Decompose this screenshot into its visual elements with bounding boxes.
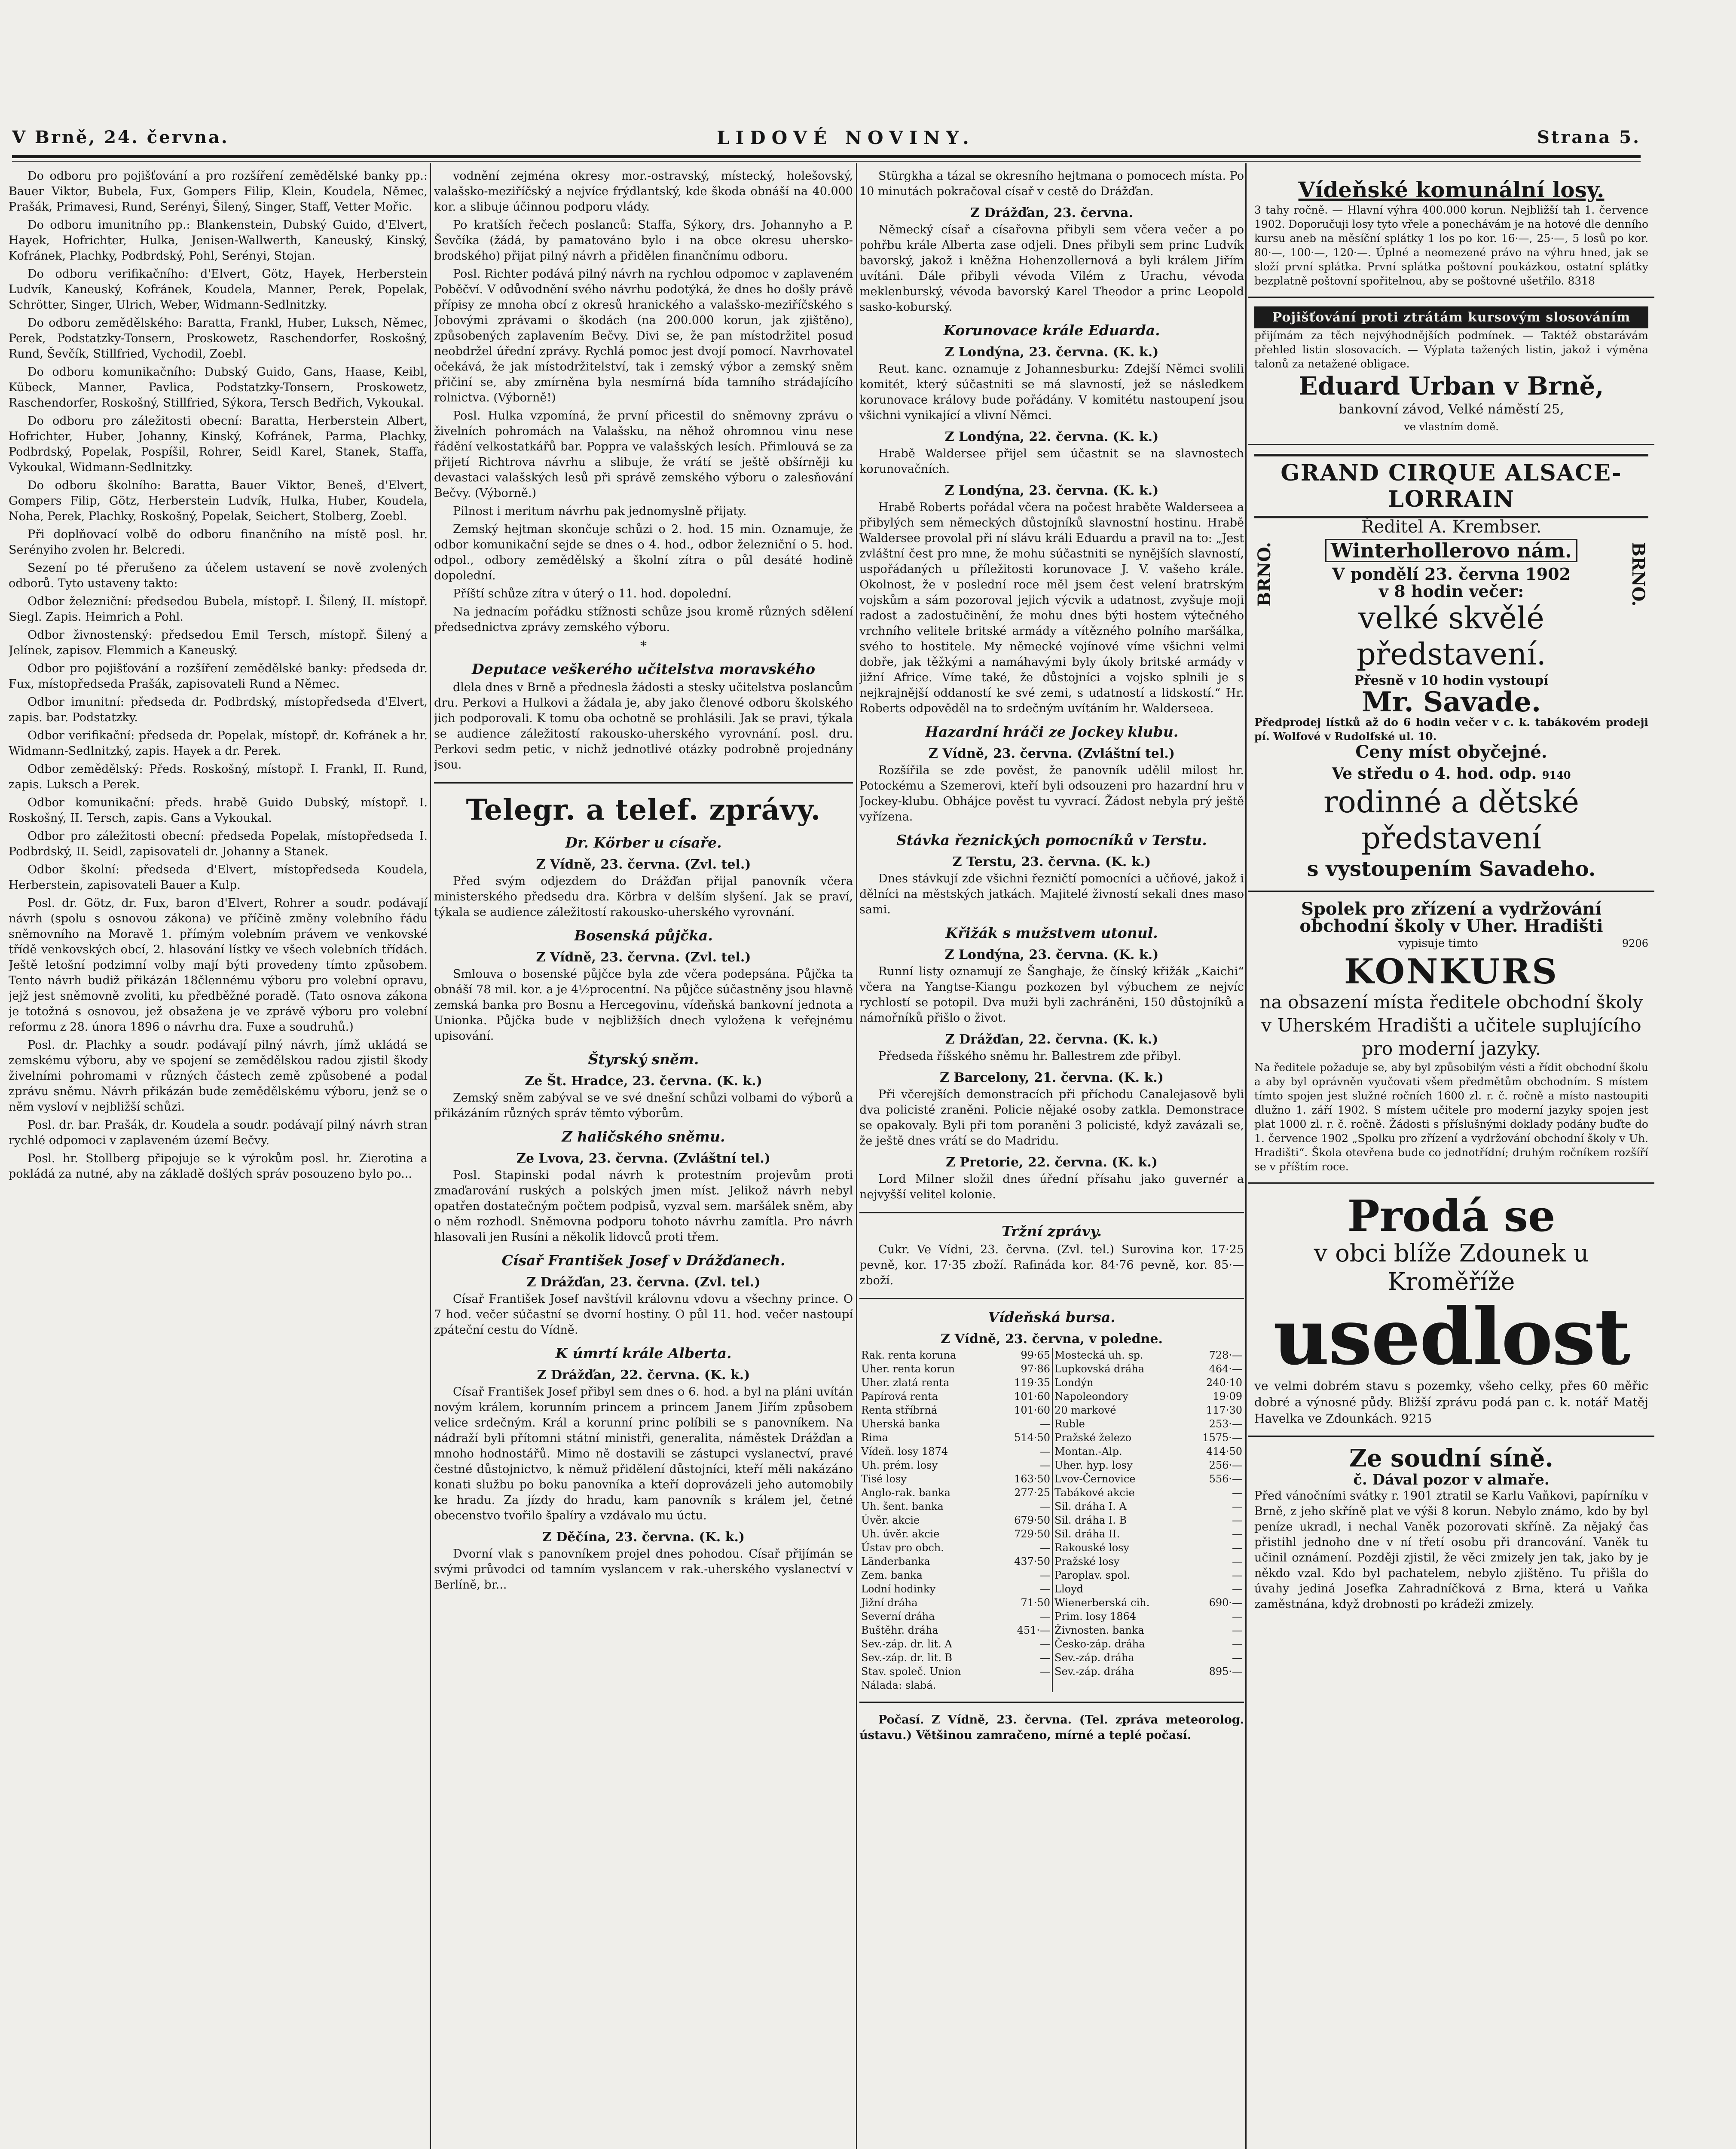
circus-title: GRAND CIRQUE ALSACE-LORRAIN xyxy=(1254,454,1648,518)
school-position-2: v Uherském Hradišti a učitele suplujícího xyxy=(1261,1015,1641,1036)
news-text: Reut. kanc. oznamuje z Johannesburku: Zdejší Němci svolili komitét, který súčastniti se má slavností, jež se následkem korunovace královy bude pořádány. V komitétu nastoupení jsou všichni vynikající a vlivní Němci. xyxy=(859,362,1244,422)
bursa-cell: — xyxy=(1232,1487,1242,1499)
paragraph: Do odboru imunitního pp.: Blankenstein, Dubský Guido, d'Elvert, Hayek, Hofrichter, Hulka, Jenisen-Wallwerth, Kaneuský, Kinský, Kofránek, Plachky, Podbrdský, Pohl, Serényi, Stojan. xyxy=(9,218,428,263)
news-dateline: Z Drážďan, 22. června. (K. k.) xyxy=(537,1368,750,1383)
bursa-row xyxy=(859,1541,1244,1555)
bursa-cell: 437·50 xyxy=(1014,1555,1051,1567)
circus-time: v 8 hodin večer: xyxy=(1378,582,1524,601)
bursa-cell: — xyxy=(1040,1542,1051,1554)
bursa-row xyxy=(859,1390,1244,1403)
bursa-cell: Sil. dráha I. A xyxy=(1052,1500,1186,1513)
news-text: Císař František Josef přibyl sem dnes o 6. hod. a byl na pláni uvítán novým králem, korunním princem a princem Janem Jiřím způsobem velice srdečným. Král a korunní princ políbili se s panovníkem. Na nádraží byli přítomni státní ministři, generalita, náměstek Drážďan a mnoho hodnostářů. Mimo ně dostavili se zástupci vyslanectví, pravé čestné důstojnictvo, k němuž přidělení důstojníci, kteří měli nakázáno konati službu po boku panovníka a kteří doprovázeli jeho automobily ke hradu. Za jízdy do hradu, kam panovník s králem jel, četné obecenstvo tvořilo špalíry a vzdávalo mu úctu. xyxy=(434,1385,853,1522)
bursa-cell: 101·60 xyxy=(1014,1404,1051,1416)
paragraph: Posl. dr. bar. Prašák, dr. Koudela a soudr. podávají pilný návrh stran rychlé odpomoci v zaplaveném území Bečvy. xyxy=(9,1118,428,1147)
school-konkurs: KONKURS xyxy=(1344,951,1559,992)
bursa-cell: — xyxy=(1040,1459,1051,1471)
bursa-cell: — xyxy=(1232,1528,1242,1540)
telegraph-subtitle: Dr. Körber u císaře. xyxy=(565,834,722,851)
bursa-row xyxy=(859,1527,1244,1541)
bursa-cell: Buštěhr. dráha xyxy=(861,1624,938,1636)
article-deputation-title: Deputace veškerého učitelstva moravského xyxy=(472,661,815,677)
column-4-ads xyxy=(1248,168,1654,2149)
news-headline: Hazardní hráči ze Jockey klubu. xyxy=(925,723,1179,740)
school-position-3: pro moderní jazyky. xyxy=(1361,1038,1541,1059)
col2-news-items xyxy=(434,857,853,1593)
news-dateline: Z Londýna, 23. června. (K. k.) xyxy=(944,345,1159,360)
paragraph: Stürgkha a tázal se okresního hejtmana o pomocech místa. Po 10 minutách pokračoval císař v cestě do Drážďan. xyxy=(859,169,1244,198)
page-number: Strana 5. xyxy=(1537,127,1641,147)
bursa-cell: 414·50 xyxy=(1206,1445,1242,1457)
court-subtitle: č. Dával pozor v almaře. xyxy=(1353,1471,1550,1488)
paragraph: Odbor pro pojišťování a rozšíření zemědělské banky: předseda dr. Fux, místopředseda Prašák, zapisovateli Rund a Němec. xyxy=(9,662,428,691)
bursa-cell: Länderbanka xyxy=(861,1555,930,1567)
news-text: Posl. Stapinski podal návrh k protestním projevům proti zmaďarování ruských a polských jmen míst. Jelikož návrh nebyl opatřen dostatečným počtem podpisů, vyzval sem. maršálek sněm, aby o něm rozhodl. Sněmovna podporu tohoto návrhu zamítla. Pro návrh hlasovali jen Rusíni a několik lidovců proti třem. xyxy=(434,1169,853,1244)
bursa-row xyxy=(859,1431,1244,1445)
news-text: Runní listy oznamují ze Šanghaje, že čínský křižák „Kaichi“ včera na Yangtse-Kiangu pozkozen byl výbuchem ze nejvíc rychlostí se potopil. Dva muži byli zachráněni, 150 důstojníků a námořníků přišlo o život. xyxy=(859,965,1244,1025)
circus-prices: Ceny míst obyčejné. xyxy=(1355,742,1547,762)
bursa-cell: Sev.-záp. dráha xyxy=(1052,1665,1186,1678)
ad-school xyxy=(1248,892,1654,1184)
bursa-cell: — xyxy=(1232,1514,1242,1526)
bursa-cell: — xyxy=(1040,1445,1051,1457)
circus-side-label-left: BRNO. xyxy=(1254,542,1274,607)
bursa-cell: Lupkovská dráha xyxy=(1052,1362,1186,1376)
col3-intro xyxy=(859,168,1244,199)
bursa-cell: Sev.-záp. dráha xyxy=(1052,1651,1186,1665)
col2-paragraphs xyxy=(434,168,853,635)
lottery-text: 3 tahy ročně. — Hlavní výhra 400.000 korun. Nejbližší tah 1. července 1902. Doporučuji losy tyto vřele a ponechávám je na hotové dle denního kursu aneb na měsíční splátky 1 los po kor. 16·—, 25·—, 5 losů po kor. 80·—, 100·—, 120·—. Úplné a neomezené právo na výhru hned, jak se složí první splátka. První splátka poštovní poukázkou, ostatní splátky bezplatně poštovní spořitelnou, aby se poštovné ušetřilo. 8318 xyxy=(1254,204,1648,287)
bursa-cell: 464·— xyxy=(1209,1363,1242,1375)
bursa-cell: 729·50 xyxy=(1014,1528,1051,1540)
sale-line2: v obci blíže Zdounek u Kroměříže xyxy=(1314,1240,1589,1296)
bursa-cell: 556·— xyxy=(1209,1473,1242,1485)
paragraph: Odbor školní: předseda d'Elvert, místopředseda Koudela, Herberstein, zapisovateli Bauer a Kulp. xyxy=(9,863,428,892)
bursa-cell: Uher. hyp. losy xyxy=(1052,1458,1186,1472)
column-divider xyxy=(856,163,857,2149)
bursa-cell xyxy=(999,1678,1052,1692)
circus-family-line1: rodinné a dětské xyxy=(1323,784,1579,820)
paragraph: Sezení po té přerušeno za účelem ustavení se nově zvolených odborů. Tyto ustaveny takto: xyxy=(9,561,428,590)
ad-lottery xyxy=(1248,168,1654,298)
bursa-cell: Napoleondory xyxy=(1052,1390,1186,1403)
bank-address: bankovní závod, Velké náměstí 25, xyxy=(1339,402,1564,417)
section-rule xyxy=(434,782,853,784)
bursa-cell: Uherská banka xyxy=(861,1418,941,1430)
col1-paragraphs xyxy=(9,168,428,1182)
news-text: Rozšířila se zde pověst, že panovník udělil milost hr. Potockému a Szemerovi, kteří byli odsouzeni pro hazardní hru v Jockey-klubu. Obhájce pověst tu vyvrací. Žádost nebyla prý ještě vyřízena. xyxy=(859,764,1244,823)
bank-foot: ve vlastním domě. xyxy=(1404,421,1499,433)
bursa-cell: — xyxy=(1232,1569,1242,1581)
bursa-cell: Živnosten. banka xyxy=(1052,1623,1186,1637)
bursa-cell: Mostecká uh. sp. xyxy=(1052,1348,1186,1362)
bursa-cell xyxy=(1186,1678,1244,1692)
paragraph: Na jednacím pořádku stížnosti schůze jsou kromě různých sdělení předsednictva zprávy zemského výboru. xyxy=(434,605,853,634)
news-dateline: Z Vídně, 23. června. (Zvláštní tel.) xyxy=(929,746,1175,761)
news-dateline: Ze Lvova, 23. června. (Zvláštní tel.) xyxy=(517,1151,770,1166)
column-2 xyxy=(434,168,853,2149)
circus-family-line2: představení xyxy=(1361,820,1541,856)
bursa-cell: Wienerberská cih. xyxy=(1052,1596,1186,1610)
bursa-cell: Vídeň. losy 1874 xyxy=(861,1445,948,1457)
sale-line3: usedlost xyxy=(1273,1292,1630,1382)
news-text: Smlouva o bosenské půjčce byla zde včera podepsána. Půjčka ta obnáší 78 mil. kor. a je 4½procentní. Na půjčce súčastněny jsou hlavně zemská banka pro Bosnu a Hercegovinu, vídeňská bankovní jednota a Unionka. Půjčka bude v nejbližších dnech vyložena k veřejnému upisování. xyxy=(434,967,853,1043)
bursa-cell: 690·— xyxy=(1209,1597,1242,1609)
news-dateline: Z Terstu, 23. června. (K. k.) xyxy=(952,854,1151,869)
circus-presale: Předprodej lístků až do 6 hodin večer v c. k. tabákovém prodeji pí. Wolfové v Rudolfské ul. 10. xyxy=(1254,716,1648,743)
telegraph-section-title: Telegr. a telef. zprávy. xyxy=(466,793,821,827)
column-3 xyxy=(859,168,1244,2149)
paragraph: Posl. dr. Götz, dr. Fux, baron d'Elvert, Rohrer a soudr. podávají návrh (spolu s osnovou zákona) ve příčině změny volebního řádu sněmovního na Moravě 1. přímým volebním právem ve venkovské třídě venkovských obcí, 2. hlasování lístky ve všech volebních třídách. Ještě letošní podzimní volby mají býti provedeny tímto způsobem. Tento návrh budiž přikázán 18člennému výboru pro volební opravu, jejž jest sněmovně zvoliti, ku předběžné poradě. (Tato osnova zákona je totožná s osnovou, jež obsažena je ve zprávě výboru pro volební reformu z 28. února 1896 o návrhu dra. Fuxe a soudruhů.) xyxy=(9,897,428,1034)
column-1 xyxy=(9,168,428,2149)
bursa-row xyxy=(859,1445,1244,1458)
bursa-cell: — xyxy=(1040,1610,1051,1622)
school-announce: vypisuje timto xyxy=(1398,937,1478,950)
bursa-cell: Uh. šent. banka xyxy=(861,1500,944,1512)
bursa-cell: Sil. dráha I. B xyxy=(1052,1513,1186,1527)
news-text: Německý císař a císařovna přibyli sem včera večer a po pohřbu krále Alberta zase odjeli. Dnes přibyli sem princ Ludvík bavorský, jakož i kněžna Hohenzollernová a byli králem Jiřím uvítáni. Dále přibyli vévoda Vilém z Urachu, vévoda meklenburský, vévoda bavorský Karel Theodor a princ Leopold sasko-koburský. xyxy=(859,223,1244,314)
bursa-cell: 101·60 xyxy=(1014,1390,1051,1402)
bursa-cell: Rak. renta koruna xyxy=(861,1349,957,1361)
bursa-cell xyxy=(1052,1678,1186,1692)
bursa-cell: 679·50 xyxy=(1014,1514,1051,1526)
news-text: Při včerejších demonstracích při příchodu Canalejasově byli dva policisté zraněni. Policie nějaké osoby zatkla. Demonstrace se opakovaly. Byli při tom poraněni 3 policisté, když zavázali se, že ještě dnes vrátí se do Madridu. xyxy=(859,1088,1244,1148)
bursa-row xyxy=(859,1596,1244,1610)
news-text: Lord Milner složil dnes úřední přísahu jako guvernér a nejvyšší velitel kolonie. xyxy=(859,1172,1244,1201)
bursa-dateline: Z Vídně, 23. června, v poledne. xyxy=(941,1332,1163,1347)
news-headline: Korunovace krále Eduarda. xyxy=(943,322,1160,339)
news-text: Dnes stávkují zde všichni řezničtí pomocníci a učňové, jakož i dělníci na městských jatkách. Majitelé živností sekali dnes maso sami. xyxy=(859,872,1244,916)
news-headline: K úmrtí krále Alberta. xyxy=(555,1345,732,1362)
bursa-cell: 253·— xyxy=(1209,1418,1242,1430)
news-dateline: Z Pretorie, 22. června. (K. k.) xyxy=(946,1155,1158,1170)
court-column xyxy=(1248,1437,1654,1621)
paragraph: Odbor železniční: předsedou Bubela, místopř. I. Šilený, II. místopř. Siegl. Zapis. Heimrich a Pohl. xyxy=(9,595,428,624)
lottery-title: Vídeňské komunální losy. xyxy=(1298,177,1605,202)
bursa-title: Vídeňská bursa. xyxy=(988,1309,1116,1326)
bursa-cell: Paroplav. spol. xyxy=(1052,1568,1186,1582)
bursa-cell: 895·— xyxy=(1209,1665,1242,1678)
ad-circus xyxy=(1248,445,1654,892)
circus-place: Winterhollerovo nám. xyxy=(1325,539,1577,562)
circus-body xyxy=(1254,517,1648,607)
news-headline: Z haličského sněmu. xyxy=(562,1128,725,1145)
bursa-cell: 119·35 xyxy=(1014,1377,1051,1389)
school-title-1: Spolek pro zřízení a vydržování xyxy=(1301,899,1602,919)
bursa-cell: Ruble xyxy=(1052,1417,1186,1431)
news-dateline: Z Drážďan, 23. června. (Zvl. tel.) xyxy=(526,1275,761,1290)
bursa-cell: 1575·— xyxy=(1202,1432,1242,1444)
circus-family-line3: s vystoupením Savadeho. xyxy=(1307,857,1596,881)
paragraph: Do odboru komunikačního: Dubský Guido, Gans, Haase, Keibl, Kübeck, Manner, Pavlica, Podstatzky-Tonsern, Proskowetz, Raschendorfer, Roskošný, Stillfried, Sýkora, Tersch Bedřich, Vykoukal. xyxy=(9,365,428,410)
masthead-date: V Brně, 24. června. xyxy=(12,127,229,147)
news-dateline: Z Vídně, 23. června. (Zvl. tel.) xyxy=(536,857,751,872)
sale-text: ve velmi dobrém stavu s pozemky, všeho celky, přes 60 měřic dobré a výnosné půdy. Bližší zprávu podá pan c. k. notář Matěj Havelka ve Zdounkách. 9215 xyxy=(1254,1379,1648,1426)
bursa-row xyxy=(859,1472,1244,1486)
paragraph: Do odboru pro pojišťování a pro rozšíření zemědělské banky pp.: Bauer Viktor, Bubela, Fux, Gompers Filip, Klein, Koudela, Němec, Prašák, Primavesi, Rund, Serényi, Šilený, Singer, Staff, Vetter Mořic. xyxy=(9,169,428,214)
bursa-cell: — xyxy=(1040,1500,1051,1512)
school-text: Na ředitele požaduje se, aby byl způsobilým vésti a řídit obchodní školu a aby byl oprávněn vyučovati všem předmětům obchodním. S místem tímto spojen jest služné ročních 1600 zl. r. č. ročně a místo nastoupiti dlužno 1. září 1902. S místem učitele pro moderní jazyky spojen jest plat 1000 zl. r. č. ročně. Žádosti s příslušnými doklady podány buďte do 1. července 1902 „Spolku pro zřízení a vydržování obchodní školy v Uh. Hradišti“. Škola otevřena bude co jednotřídní; druhým ročníkem rozšíří se v příštím roce. xyxy=(1254,1061,1648,1173)
circus-wednesday: Ve středu o 4. hod. odp. xyxy=(1332,765,1537,783)
bursa-row xyxy=(859,1513,1244,1527)
news-headline: Bosenská půjčka. xyxy=(574,927,713,944)
paragraph: Při doplňovací volbě do odboru finančního na místě posl. hr. Serényiho zvolen hr. Belcredi. xyxy=(9,528,428,557)
school-position-1: na obsazení místa ředitele obchodní školy xyxy=(1259,992,1643,1013)
school-title-2: obchodní školy v Uher. Hradišti xyxy=(1299,916,1603,936)
bursa-cell: Jižní dráha xyxy=(861,1597,918,1609)
news-dateline: Ze Št. Hradce, 23. června. (K. k.) xyxy=(525,1074,762,1089)
bursa-cell: Ústav pro obch. xyxy=(861,1542,944,1554)
bursa-cell: Tisé losy xyxy=(861,1473,907,1485)
bursa-cell: — xyxy=(1040,1569,1051,1581)
bursa-cell: 163·50 xyxy=(1014,1473,1051,1485)
bursa-cell: — xyxy=(1040,1652,1051,1664)
bursa-row xyxy=(859,1417,1244,1431)
news-dateline: Z Londýna, 23. června. (K. k.) xyxy=(944,947,1159,962)
bursa-cell: — xyxy=(1040,1418,1051,1430)
bursa-row xyxy=(859,1403,1244,1417)
news-dateline: Z Vídně, 23. června. (Zvl. tel.) xyxy=(536,950,751,965)
bursa-cell: 277·25 xyxy=(1014,1487,1051,1499)
news-headline: Stávka řeznických pomocníků v Terstu. xyxy=(896,832,1207,848)
bursa-row xyxy=(859,1623,1244,1637)
news-dateline: Z Drážďan, 23. června. xyxy=(970,205,1133,220)
news-text: Hrabě Roberts pořádal včera na počest hraběte Walderseea a přibylých sem německých důstojníků slavnostní hostinu. Hrabě Waldersee provolal při ní slávu králi Eduardu a pravil na to: „Jest zvláštní čest pro mne, že mohu súčastniti se nynějších slavností, uspořádaných u příležitosti korunovace J. V. vašeho krále. Okolnost, že v poslední roce měl jsem čest velení bratrským vojskům a sám pozoroval jejich výcvik a udatnost, zvyšuje moji radost a zadostučinění, že mohu dnes býti hostem výtečného vrchního velitele britské armády a vítězného polního maršálka, svého to hostitele. My německé vojínové víme všichni velmi dobře, jak těžkými a namáhavými byly úkoly britské armády v jižní Africe. Víme také, že důstojníci a vojsko splnili je s nejkrajnější oddaností ke své zemi, s udatností a lidskostí.“ Hr. Roberts odpověděl na to srdečným uvítáním hr. Walderseea. xyxy=(859,501,1244,715)
bursa-cell: Zem. banka xyxy=(861,1569,923,1581)
paragraph: Odbor komunikační: předs. hrabě Guido Dubský, místopř. I. Roskošný, II. Tersch, zapis. Gans a Vykoukal. xyxy=(9,796,428,825)
school-ad-number: 9206 xyxy=(1622,937,1648,949)
paragraph: Do odboru pro záležitosti obecní: Baratta, Herberstein Albert, Hofrichter, Huber, Johanny, Kinský, Kofránek, Parma, Plachky, Podbrdský, Popelak, Pospíšil, Rohrer, Seidl Karel, Stanek, Staffa, Vykoukal, Widmann-Sedlnitzky. xyxy=(9,414,428,474)
bursa-cell: Londýn xyxy=(1052,1376,1186,1390)
market-title: Tržní zprávy. xyxy=(1002,1223,1102,1240)
court-title: Ze soudní síně. xyxy=(1349,1444,1553,1472)
bursa-cell: 117·30 xyxy=(1206,1404,1242,1416)
bursa-cell: 20 markové xyxy=(1052,1403,1186,1417)
section-rule xyxy=(859,1212,1244,1213)
sale-line1: Prodá se xyxy=(1347,1191,1556,1241)
bursa-cell: 19·09 xyxy=(1213,1390,1242,1402)
bursa-cell: Uher. zlatá renta xyxy=(861,1377,950,1389)
column-divider xyxy=(1245,163,1247,2149)
bursa-row xyxy=(859,1637,1244,1651)
bursa-row xyxy=(859,1651,1244,1665)
bursa-cell: 99·65 xyxy=(1021,1349,1051,1361)
bursa-row xyxy=(859,1362,1244,1376)
bursa-cell: Sil. dráha II. xyxy=(1052,1527,1186,1541)
bursa-cell: Stav. společ. Union xyxy=(861,1665,961,1678)
news-text: Před svým odjezdem do Drážďan přijal panovník včera ministerského předsedu dra. Körbra v delším slyšení. Jak se praví, týkala se audience záležitostí rakousko-uherského vyrovnání. xyxy=(434,875,853,919)
circus-show-line2: představení. xyxy=(1357,637,1546,672)
paragraph: Odbor zemědělský: Předs. Roskošný, místopř. I. Frankl, II. Rund, zapis. Luksch a Perek. xyxy=(9,762,428,791)
bursa-cell: 256·— xyxy=(1209,1459,1242,1471)
circus-director: Ředitel A. Krembser. xyxy=(1361,517,1542,537)
paragraph: Posl. dr. Plachky a soudr. podávají pilný návrh, jímž ukládá se zemskému výboru, aby ve spojení se zemědělskou radou zjistil škody živelními pohromami v různých částech země způsobené a podal zprávu sněmu. Návrh přikázán bude zemědělskému výboru, jenž se o něm vysloví v nejbližší schůzi. xyxy=(9,1038,428,1114)
circus-note: Přesně v 10 hodin vystoupí xyxy=(1354,673,1549,688)
bursa-cell: Lodní hodinky xyxy=(861,1583,936,1595)
paragraph: Do odboru zemědělského: Baratta, Frankl, Huber, Luksch, Němec, Perek, Podstatzky-Tonsern, Proskowetz, Raschendorfer, Roskošný, Rund, Ševčík, Stillfried, Vychodil, Zoebl. xyxy=(9,316,428,361)
bursa-row xyxy=(859,1582,1244,1596)
bursa-cell: — xyxy=(1040,1638,1051,1650)
news-text: Zemský sněm zabýval se ve své dnešní schůzi volbami do výborů a přikázáním různých správ těmto výborům. xyxy=(434,1091,853,1120)
paragraph: Posl. Hulka vzpomíná, že první přicestil do sněmovny zprávu o živelních pohromách na Valašsku, na něhož ohromnou vinu nese řádění velkostatkářů bar. Poppra ve valašských lesích. Přimlouvá se za přijetí Richtrova návrhu a slibuje, že vrátí se ještě obšírněji ku devastaci valašských lesů při správě zemského výboru o zalesňování Bečvy. (Výborně.) xyxy=(434,409,853,500)
bursa-cell: Uher. renta korun xyxy=(861,1363,955,1375)
bursa-cell: Česko-záp. dráha xyxy=(1052,1637,1186,1651)
bursa-cell: Nálada: slabá. xyxy=(861,1679,936,1691)
bursa-cell: Lvov-Černovice xyxy=(1052,1472,1186,1486)
section-rule xyxy=(859,1702,1244,1703)
news-headline: Císař František Josef v Drážďanech. xyxy=(501,1252,785,1269)
bursa-row xyxy=(859,1376,1244,1390)
paragraph: vodnění zejména okresy mor.-ostravský, místecký, holešovský, valašsko-meziříčský a nejvíce frýdlantský, kde škoda obnáší na 40.000 kor. a slibuje účinnou podporu vlády. xyxy=(434,169,853,214)
bursa-cell: — xyxy=(1232,1652,1242,1664)
article-deputation-body: dlela dnes v Brně a přednesla žádosti a stesky učitelstva poslancům dru. Perkovi a Hulkovi a žádala je, aby jako členové odboru školského jich podporovali. K tomu oba ochotně se prohlásili. Jak se pravi, týkala se audience záležitostí rakousko-uherského vyrovnání. posl. dru. Perkovi sedm petic, v nichž jednotlivé otázky podrobně projednány jsou. xyxy=(434,681,853,771)
circus-show-line1: velké skvělé xyxy=(1358,600,1544,636)
bursa-row xyxy=(859,1610,1244,1623)
court-text: Před vánočními svátky r. 1901 ztratil se Karlu Vaňkovi, papírníku v Brně, z jeho skříně plat ve výši 8 korun. Nebylo známo, kdo by byl peníze ukradl, i nechal Vaněk pozorovati skříně. Za nějaký čas přistihl jednoho dne v ní třetí osobu při drancování. Vaněk tu učinil oznámení. Později zjistil, že věci zmizely jen tak, jako by je někdo vzal. Kdo byl pachatelem, nebylo zjištěno. Tu přišla do úvahy jediná Josefka Zahradníčková z Brna, která u Vaňka zaměstnána, když drobnosti po krádeži zmizely. xyxy=(1254,1489,1648,1611)
newspaper-title: LIDOVÉ NOVINY. xyxy=(717,127,975,148)
paragraph: Odbor verifikační: předseda dr. Popelak, místopř. dr. Kofránek a hr. Widmann-Sedlnitzký, zapis. Hayek a dr. Perek. xyxy=(9,729,428,758)
paragraph: Odbor imunitní: předseda dr. Podbrdský, místopředseda d'Elvert, zapis. bar. Podstatzky. xyxy=(9,695,428,724)
bursa-cell: 451·— xyxy=(1017,1624,1051,1636)
bursa-cell: Lloyd xyxy=(1052,1582,1186,1596)
paragraph: Do odboru verifikačního: d'Elvert, Götz, Hayek, Herberstein Ludvík, Kaneuský, Kofránek, Koudela, Manner, Perek, Popelak, Schrötter, Singer, Ulrich, Weber, Widmann-Sedlnitzky. xyxy=(9,267,428,312)
bursa-row xyxy=(859,1500,1244,1513)
bursa-cell: Sev.-záp. dr. lit. A xyxy=(861,1638,952,1650)
bursa-cell: Pražské losy xyxy=(1052,1555,1186,1568)
bursa-row xyxy=(859,1486,1244,1500)
separator-star: * xyxy=(640,639,647,654)
paragraph: Odbor živnostenský: předsedou Emil Tersch, místopř. Šilený a Jelínek, zapisov. Flemmich a Kaneuský. xyxy=(9,628,428,657)
bursa-cell: Tabákové akcie xyxy=(1052,1486,1186,1500)
news-dateline: Z Barcelony, 21. června. (K. k.) xyxy=(940,1070,1164,1085)
news-text: Dvorní vlak s panovníkem projel dnes pohodou. Císař přijímán se svými průvodci od tamním vyslancem v rak.-uherského vyslanectví v Berlíně, br... xyxy=(434,1547,853,1592)
bursa-row xyxy=(859,1555,1244,1568)
ad-bank xyxy=(1248,298,1654,445)
bursa-cell: Rima xyxy=(861,1432,888,1444)
paragraph: Odbor pro záležitosti obecní: předseda Popelak, místopředseda I. Podbrdský, II. Seidl, zapisovateli dr. Johanny a Stanek. xyxy=(9,830,428,858)
bursa-cell: — xyxy=(1232,1555,1242,1567)
bursa-cell: 71·50 xyxy=(1021,1597,1051,1609)
bursa-cell: Pražské železo xyxy=(1052,1431,1186,1445)
masthead-rule-thin xyxy=(12,161,1641,162)
bursa-cell: Úvěr. akcie xyxy=(861,1514,920,1526)
bursa-row xyxy=(859,1665,1244,1678)
bursa-cell: 97·86 xyxy=(1021,1363,1051,1375)
bursa-cell: — xyxy=(1232,1638,1242,1650)
bursa-cell: Uh. prém. losy xyxy=(861,1459,938,1471)
col3-news-items xyxy=(859,205,1244,1203)
bursa-cell: Severní dráha xyxy=(861,1610,935,1622)
bursa-cell: Montan.-Alp. xyxy=(1052,1445,1186,1458)
news-text: Hrabě Waldersee přijel sem účastnit se na slavnostech korunovačních. xyxy=(859,447,1244,476)
bursa-cell: — xyxy=(1040,1583,1051,1595)
paragraph: Posl. hr. Stollberg připojuje se k výrokům posl. hr. Zierotina a pokládá za nutné, aby na základě došlých správ posouzeno bylo po... xyxy=(9,1152,428,1181)
circus-performer: Mr. Savade. xyxy=(1361,686,1541,718)
bank-text: přijímám za těch nejvýhodnějších podmínek. — Taktéž obstarávám přehled listin slosovacích. — Výplata tažených listin, jakož i výměna talonů za netažené obligace. xyxy=(1254,329,1648,370)
ad-sale xyxy=(1248,1184,1654,1437)
news-text: Předseda říšského sněmu hr. Ballestrem zde přibyl. xyxy=(878,1050,1181,1063)
bursa-row xyxy=(859,1568,1244,1582)
paragraph: Do odboru školního: Baratta, Bauer Viktor, Beneš, d'Elvert, Gompers Filip, Götz, Herberstein Ludvík, Hulka, Huber, Koudela, Noha, Perek, Plachky, Roskošný, Popelak, Seichert, Stolberg, Zoebl. xyxy=(9,479,428,523)
bursa-cell: — xyxy=(1232,1583,1242,1595)
bursa-cell: Renta stříbrná xyxy=(861,1404,938,1416)
bursa-cell: — xyxy=(1232,1610,1242,1622)
paragraph: Posl. Richter podává pilný návrh na rychlou odpomoc v zaplaveném Poběčví. V odůvodnění svého návrhu podotýká, že dnes ho došly právě přípisy ze mnoha obcí z okresů hranického a valašsko-meziříčského s Jobovými zprávami o škodách (na 200.000 korun, jak zjištěno), způsobených zaplavením Bečvy. Divi se, že pan místodržitel posud neobdržel úřední zprávy. Rychlá pomoc jest dvojí pomocí. Navrhovatel očekává, že jak místodržitelství, tak i zemský výbor a zemský sněm přičiní se, aby zmírněna byla nesmírná bída tamního strádajícího rolnictva. (Výborně!) xyxy=(434,267,853,404)
section-rule xyxy=(859,1298,1244,1299)
news-headline: Štyrský sněm. xyxy=(588,1051,699,1068)
bursa-cell: Rakouské losy xyxy=(1052,1541,1186,1555)
bank-firm: Eduard Urban v Brně, xyxy=(1299,371,1604,401)
bursa-cell: 514·50 xyxy=(1014,1432,1051,1444)
column-divider xyxy=(430,163,431,2149)
paragraph: Po kratších řečech poslanců: Staffa, Sýkory, drs. Johannyho a P. Ševčíka (žádá, by pamatováno bylo i na obce okresu uhersko-brodského) přijat pilný návrh a přidělen finančnímu odboru. xyxy=(434,218,853,263)
news-dateline: Z Drážďan, 22. června. (K. k.) xyxy=(945,1032,1158,1047)
weather-report: Počasí. Z Vídně, 23. června. (Tel. zpráva meteorolog. ústavu.) Většinou zamračeno, mírné a teplé počasí. xyxy=(859,1713,1244,1742)
news-dateline: Z Londýna, 22. června. (K. k.) xyxy=(944,429,1159,444)
bursa-cell: 240·10 xyxy=(1206,1377,1242,1389)
circus-side-label-right: BRNO. xyxy=(1628,542,1648,607)
sugar-market: Cukr. Ve Vídni, 23. června. (Zvl. tel.) Surovina kor. 17·25 pevně, kor. 17·35 zboží. Rafináda kor. 84·76 pevně, kor. 85·— zboží. xyxy=(859,1243,1244,1287)
news-text: Císař František Josef navštívil královnu vdovu a všechny prince. O 7 hod. večer súčastní se dvorní hostiny. O půl 11. hod. večer nastoupí zpáteční cestu do Vídně. xyxy=(434,1292,853,1337)
bursa-cell: — xyxy=(1040,1665,1051,1678)
bank-banner: Pojišťování proti ztrátám kursovým slosováním xyxy=(1254,306,1648,328)
bursa-cell: Anglo-rak. banka xyxy=(861,1487,951,1499)
paragraph: Příští schůze zítra v úterý o 11. hod. dopolední. xyxy=(453,587,732,600)
bursa-row xyxy=(859,1458,1244,1472)
bursa-row xyxy=(859,1678,1244,1692)
masthead-rule xyxy=(12,155,1641,158)
bursa-cell: 728·— xyxy=(1209,1349,1242,1361)
bursa-cell: Prim. losy 1864 xyxy=(1052,1610,1186,1623)
bursa-cell: — xyxy=(1232,1500,1242,1512)
masthead xyxy=(12,127,1641,153)
bursa-cell: Uh. úvěr. akcie xyxy=(861,1528,940,1540)
bursa-cell: — xyxy=(1232,1542,1242,1554)
news-headline: Křižák s mužstvem utonul. xyxy=(945,924,1158,941)
news-dateline: Z Londýna, 23. června. (K. k.) xyxy=(944,483,1159,498)
bursa-cell: Papírová renta xyxy=(861,1390,938,1402)
paragraph: Zemský hejtman skončuje schůzi o 2. hod. 15 min. Oznamuje, že odbor komunikační sejde se dnes o 4. hod., odbor železniční o 5. hod. odpol., odbory zemědělský a školní zítra o půl desáté hodině dopolední. xyxy=(434,523,853,582)
bursa-cell: — xyxy=(1232,1624,1242,1636)
bursa-table xyxy=(859,1348,1244,1692)
bursa-cell: Sev.-záp. dr. lit. B xyxy=(861,1652,953,1664)
news-dateline: Z Děčína, 23. června. (K. k.) xyxy=(542,1530,745,1545)
bursa-row xyxy=(859,1348,1244,1362)
circus-date: V pondělí 23. června 1902 xyxy=(1332,564,1571,584)
circus-ad-number: 9140 xyxy=(1542,769,1571,781)
paragraph: Pilnost i meritum návrhu pak jednomyslně přijaty. xyxy=(453,505,747,518)
